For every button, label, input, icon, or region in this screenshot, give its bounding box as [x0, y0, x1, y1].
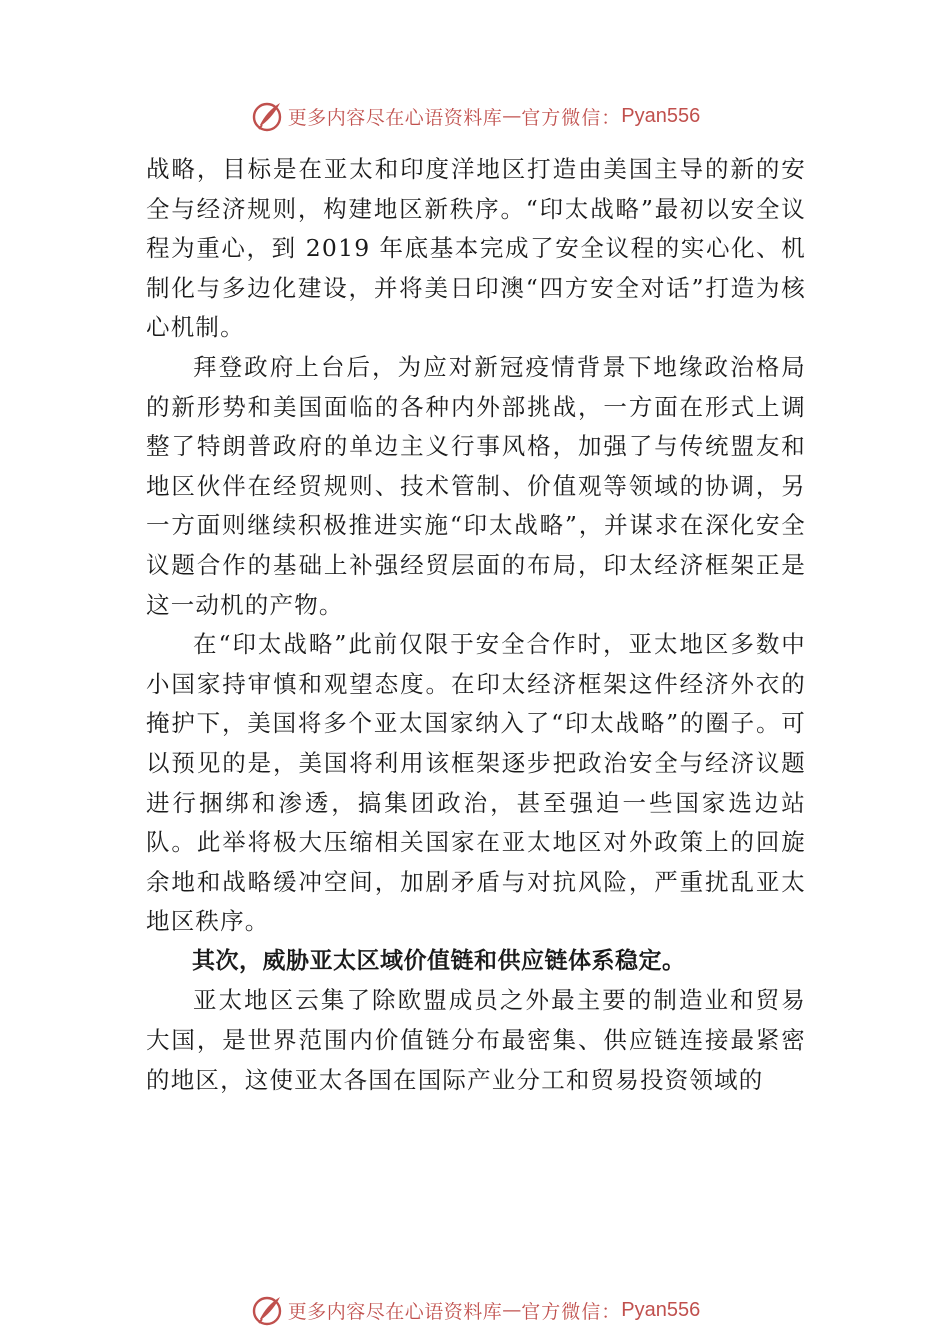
quill-pen-logo-icon: [250, 1293, 284, 1327]
document-body: [146, 150, 806, 1100]
section-heading: 其次，威胁亚太区域价值链和供应链体系稳定。: [192, 947, 686, 974]
watermark-wechat-label: 官方微信：: [521, 1300, 622, 1323]
paragraph-2: 拜登政府上台后，为应对新冠疫情背景下地缘政治格局的新形势和美国面临的各种内外部挑战，一方面在形式上调整了特朗普政府的单边主义行事风格，加强了与传统盟友和地区伙伴在经贸规则、技术管制、价值观等领域的协调，另一方面则继续积极推进实施“印太战略”，并谋求在深化安全议题合作的基础上补强经贸层面的布局，印太经济框架正是这一动机的产物。: [146, 352, 806, 619]
watermark-wechat-id: Pyan556: [621, 104, 701, 127]
watermark-main-text: 更多内容尽在心语资料库: [287, 106, 503, 129]
quill-pen-logo-icon: [250, 99, 284, 133]
watermark-dash: —: [502, 105, 522, 127]
page-header-watermark: [0, 96, 950, 136]
page-footer-watermark: [0, 1290, 950, 1330]
watermark-wechat-label: 官方微信：: [521, 106, 622, 129]
watermark-main-text: 更多内容尽在心语资料库: [287, 1300, 503, 1323]
paragraph-1: 战略，目标是在亚太和印度洋地区打造由美国主导的新的安全与经济规则，构建地区新秩序。“印太战略”最初以安全议 程为重心，到 2019 年底基本完成了安全议程的实心化、机制化与多边化建设，并将美日印澳“四方安全对话”打造为核心机制。: [146, 155, 806, 342]
watermark-dash: —: [502, 1299, 522, 1321]
paragraph-4: 亚太地区云集了除欧盟成员之外最主要的制造业和贸易大国，是世界范围内价值链分布最密集、供应链连接最紧密的地区，这使亚太各国在国际产业分工和贸易投资领域的: [146, 986, 806, 1094]
paragraph-3: 在“印太战略”此前仅限于安全合作时，亚太地区多数中小国家持审慎和观望态度。在印太经济框架这件经济外衣的掩护下，美国将多个亚太国家纳入了“印太战略”的圈子。可以预见的是，美国将利用该框架逐步把政治安全与经济议题进行捆绑和渗透，搞集团政治，甚至强迫一些国家选边站队。此举将极大压缩相关国家在亚太地区对外政策上的回旋余地和战略缓冲空间，加剧矛盾与对抗风险，严重扰乱亚太地区秩序。: [146, 630, 806, 936]
watermark-wechat-id: Pyan556: [621, 1298, 701, 1321]
